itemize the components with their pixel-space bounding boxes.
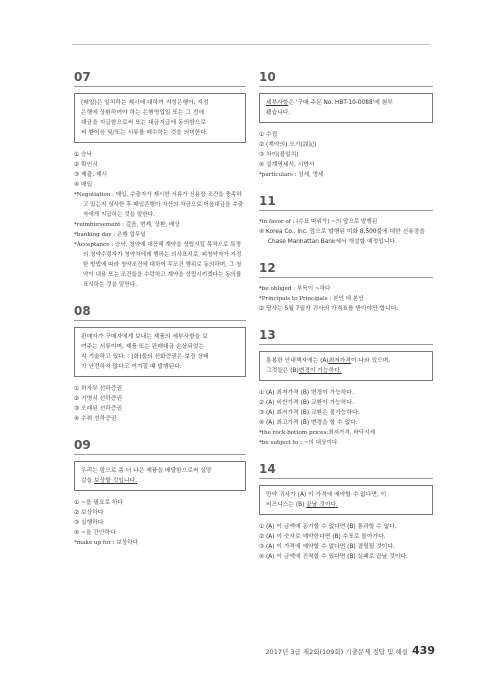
note: *banking day : 은행 업무일 [74,232,146,238]
question-number: 08 [74,304,91,318]
question-07 [74,70,246,290]
box-line: 만약 귀사가 (A) 이 가격에 예약할 수 없다면, 이 [266,492,387,498]
box-line: 됐습니다. [266,110,291,116]
box-line [266,366,426,376]
option: ② (A) 이 숫자로 예약한다면 (B) 수포로 돌아가다. [259,534,386,540]
box-line [266,98,426,108]
question-10 [259,70,433,180]
option: ① 승낙 [74,152,93,158]
option: ③ 차이(불일치) [259,152,299,158]
box-line: 판매자가 구매자에게 보내는 제품의 세부사항을 보 [81,334,208,340]
question-box [74,327,246,377]
option: ④ ~을 간안하다 [74,530,116,536]
box-text: 감을 [81,478,95,484]
box-line: 여주는 서류이며, 제품 또는 판매대금 손상되었는 [81,344,205,350]
question-number: 07 [74,70,91,84]
note: *in favor of : (수표 따위가) ~의 앞으로 발행된 [259,219,378,225]
box-line [81,476,239,486]
question-number: 10 [259,70,276,84]
footer-text: 2017년 3급 제2회(109회) 기출문제 정답 및 해설 [265,648,409,656]
option: ① ~을 필요로 하다 [74,500,124,506]
answer-line: ② 당사는 5월 7일자 귀사의 가격표를 받아야만 합니다. [259,306,399,312]
question-08 [74,304,246,424]
option: ② 확인서 [74,162,98,168]
underlined-text: 끝날 것이다. [306,502,338,508]
note: *make up for : 보상하다 [74,540,139,546]
option: ② 기명식 선하증권 [74,396,123,402]
option: ③ 오래된 선하증권 [74,406,123,412]
right-column [259,70,433,576]
page-footer [265,644,435,657]
note: *reimbursement : 갚음, 변제, 상환, 배상 [74,222,180,228]
option: ① 하자부 선하증권 [74,386,123,392]
option: ③ (A) 이 가격에 예약할 수 없다면 (B) 결렬될 것이다. [259,544,395,550]
option: ④ 매입 [74,182,93,188]
box-text: 은 '구매 주문 No. HBT-10-0088'에 첨부 [288,100,393,106]
question-box [259,485,433,515]
divider [259,478,433,479]
box-line: (매입)은 일치하는 제시에 대하여 지정은행이, 지정 [81,100,209,106]
note: *be obliged : 부득이 ~하다 [259,286,331,292]
question-number: 09 [74,438,91,452]
box-line: 지 기술하고 있다. : (화)물의 선화증권은 보장 상태 [81,354,209,360]
divider [259,344,433,345]
option: ③ 제출, 제시 [74,172,108,178]
box-text: 이 나와 있으며, [350,358,391,364]
question-12 [259,261,433,314]
page-number: 439 [412,644,435,657]
question-11 [259,194,433,247]
box-text: 그것들은 (B) [266,368,299,374]
question-number: 13 [259,328,276,342]
option: ③ 실행하다 [74,520,104,526]
note: *Principals to Principals : 본인 대 본인 [259,296,364,302]
underlined-text: 최저가격 [328,358,351,364]
underlined-text: 세부사항 [266,100,289,106]
divider [74,86,246,87]
box-line [266,500,426,510]
option: ① (A) 최저가격 (B) 변경이 가능하다. [259,390,354,396]
question-number: 12 [259,261,276,275]
question-box [74,461,246,491]
box-line: 은행에 상환하여야 하는 은행영업일 또는 그 전에 [81,110,205,116]
note: *be subject to : ~의 대상이다. [259,440,340,446]
option: ④ (A) 최고가격 (B) 변경을 할 수 없다. [259,420,358,426]
box-line [266,356,426,366]
note: *Negotiation : 매입. 수출자가 제시한 서류가 신용장 조건을 충족하고 있는지 심사한 후 매입은행이 자신의 자금으로 어음대금을 수출자에게 지급하는 것을 말한다. [74,192,244,218]
box-line: 우리는 앞으로 좀 더 나은 제품을 배달함으로써 실망 [81,468,212,474]
option: ② (계약의) 오기(誤記) [259,142,317,148]
box-line: 대금을 지급함으로써 또는 대금지급에 동의함으로 [81,120,206,126]
box-text: 통봉한 안내책자에는 (A) [266,358,329,364]
option: ② 보상하다 [74,510,104,516]
option: ① 수집 [259,132,278,138]
box-text: 비즈니스는 (B) [266,502,307,508]
left-column [74,70,246,562]
note: *particulars : 상세, 명세 [259,172,324,178]
question-09 [74,438,246,548]
underlined-text: 보상할 것입니다. [94,478,137,484]
box-line: 써 환어음 및/또는 서류를 매수하는 것을 의미한다. [81,130,208,136]
question-14 [259,462,433,562]
box-line: 가 안전하지 않다고 여겨질 때 발행된다. [81,364,182,370]
question-box [259,93,433,123]
question-box [259,351,433,381]
option: ① (A) 이 금액에 동기할 수 없다면 (B) 통과할 수 없다. [259,524,397,530]
answer-line: ④ Korea Co., Inc. 앞으로 발행된 미화 8,500불에 대한 신용장을 Chase Manhattan Bank에서 개설할 예정입니다. [259,229,425,245]
question-number: 11 [259,194,276,208]
divider [259,277,433,278]
option: ④ (A) 이 금액에 진척할 수 있다면 (B) 실패로 끝날 것이다. [259,554,408,560]
note: *Acceptance : 승낙. 청약에 대응해 계약을 성립시킬 목적으로 특정의 청약수령자가 청약자에게 행하는 의사표시로, 피청약자가 지정한 방법에 따라 청약조건에 대하여 무조건 행위로 동의하며, 그 청약이 내용 또는 조건들을 수락하고 계약을 성립시키겠다는 동의를 표시하는 것을 말한다. [74,242,242,288]
divider [259,210,433,211]
option: ④ 수취 선하증권 [74,416,117,422]
question-box [74,93,246,143]
underlined-text: 변경이 가능하다. [298,368,342,374]
option: ② (A) 비싼가격 (B) 교환이 가능하다. [259,400,354,406]
question-number: 14 [259,462,276,476]
option: ④ 설계명세서, 시방서 [259,162,315,168]
option: ③ (A) 최저가격 (B) 교환은 불가능하다. [259,410,360,416]
note: *the rock-bottom prices:최저가격, 바닥시세 [259,430,376,436]
divider [74,454,246,455]
divider [74,320,246,321]
question-13 [259,328,433,448]
divider [259,86,433,87]
top-rule [72,44,430,45]
